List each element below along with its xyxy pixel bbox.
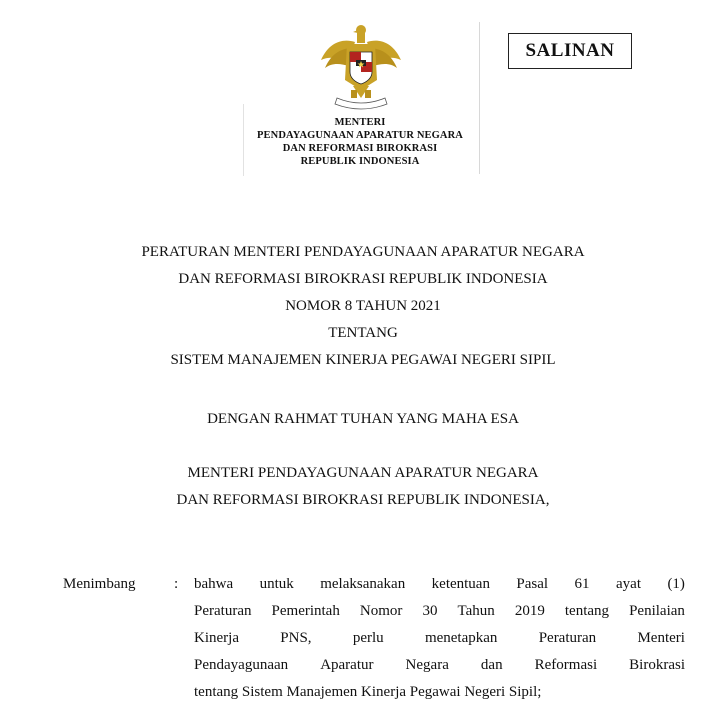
considering-line xyxy=(194,571,685,598)
invocation xyxy=(0,406,720,433)
considering-word: tentang xyxy=(564,603,610,619)
considering-colon: : xyxy=(174,576,179,592)
ministry-letterhead xyxy=(230,116,490,168)
regulation-title xyxy=(0,239,720,374)
considering-word: Peraturan xyxy=(538,630,597,646)
considering-word: menetapkan xyxy=(424,630,498,646)
considering-label: Menimbang xyxy=(63,576,136,592)
considering-word: bahwa xyxy=(194,576,234,592)
considering-line-text: tentang Sistem Manajemen Kinerja Pegawai Negeri Sipil; xyxy=(194,684,542,700)
authority-line: DAN REFORMASI BIROKRASI REPUBLIK INDONESIA, xyxy=(176,492,550,508)
ministry-line: PENDAYAGUNAAN APARATUR NEGARA xyxy=(257,130,463,141)
ministry-line: MENTERI xyxy=(334,117,386,128)
authority-heading xyxy=(0,460,720,514)
considering-line xyxy=(194,598,685,625)
considering-word: Reformasi xyxy=(534,657,598,673)
considering-word: untuk xyxy=(259,576,294,592)
considering-word: ketentuan xyxy=(431,576,490,592)
garuda-emblem-icon xyxy=(315,20,407,112)
considering-word: melaksanakan xyxy=(320,576,406,592)
considering-word: Menteri xyxy=(637,630,685,646)
considering-word: 2019 xyxy=(514,603,545,619)
considering-word: Pendayagunaan xyxy=(194,657,289,673)
title-line: PERATURAN MENTERI PENDAYAGUNAAN APARATUR NEGARA xyxy=(141,244,585,260)
considering-word: Penilaian xyxy=(629,603,685,619)
considering-word: Kinerja xyxy=(194,630,239,646)
title-line: DAN REFORMASI BIROKRASI REPUBLIK INDONESIA xyxy=(178,271,548,287)
considering-word: Negara xyxy=(405,657,449,673)
considering-text xyxy=(194,571,685,706)
considering-word: Tahun xyxy=(457,603,495,619)
salinan-stamp: SALINAN xyxy=(508,33,632,69)
ministry-line: DAN REFORMASI BIROKRASI xyxy=(282,143,438,154)
considering-line xyxy=(194,652,685,679)
considering-word: 30 xyxy=(422,603,438,619)
considering-line xyxy=(194,679,685,706)
considering-word: perlu xyxy=(352,630,384,646)
considering-word: (1) xyxy=(667,576,685,592)
considering-word: Birokrasi xyxy=(629,657,685,673)
considering-word: Nomor xyxy=(359,603,403,619)
ministry-line: REPUBLIK INDONESIA xyxy=(300,156,420,167)
invocation-line: DENGAN RAHMAT TUHAN YANG MAHA ESA xyxy=(207,411,519,427)
considering-line xyxy=(194,625,685,652)
considering-word: Peraturan xyxy=(194,603,252,619)
title-line: NOMOR 8 TAHUN 2021 xyxy=(285,298,441,314)
considering-word: Pemerintah xyxy=(271,603,340,619)
considering-word: dan xyxy=(480,657,503,673)
authority-line: MENTERI PENDAYAGUNAAN APARATUR NEGARA xyxy=(187,465,539,481)
considering-word: ayat xyxy=(616,576,641,592)
considering-word: Pasal xyxy=(516,576,549,592)
title-line: TENTANG xyxy=(328,325,398,341)
considering-word: 61 xyxy=(574,576,590,592)
title-line: SISTEM MANAJEMEN KINERJA PEGAWAI NEGERI SIPIL xyxy=(170,352,556,368)
considering-word: Aparatur xyxy=(320,657,374,673)
considering-word: PNS, xyxy=(280,630,312,646)
